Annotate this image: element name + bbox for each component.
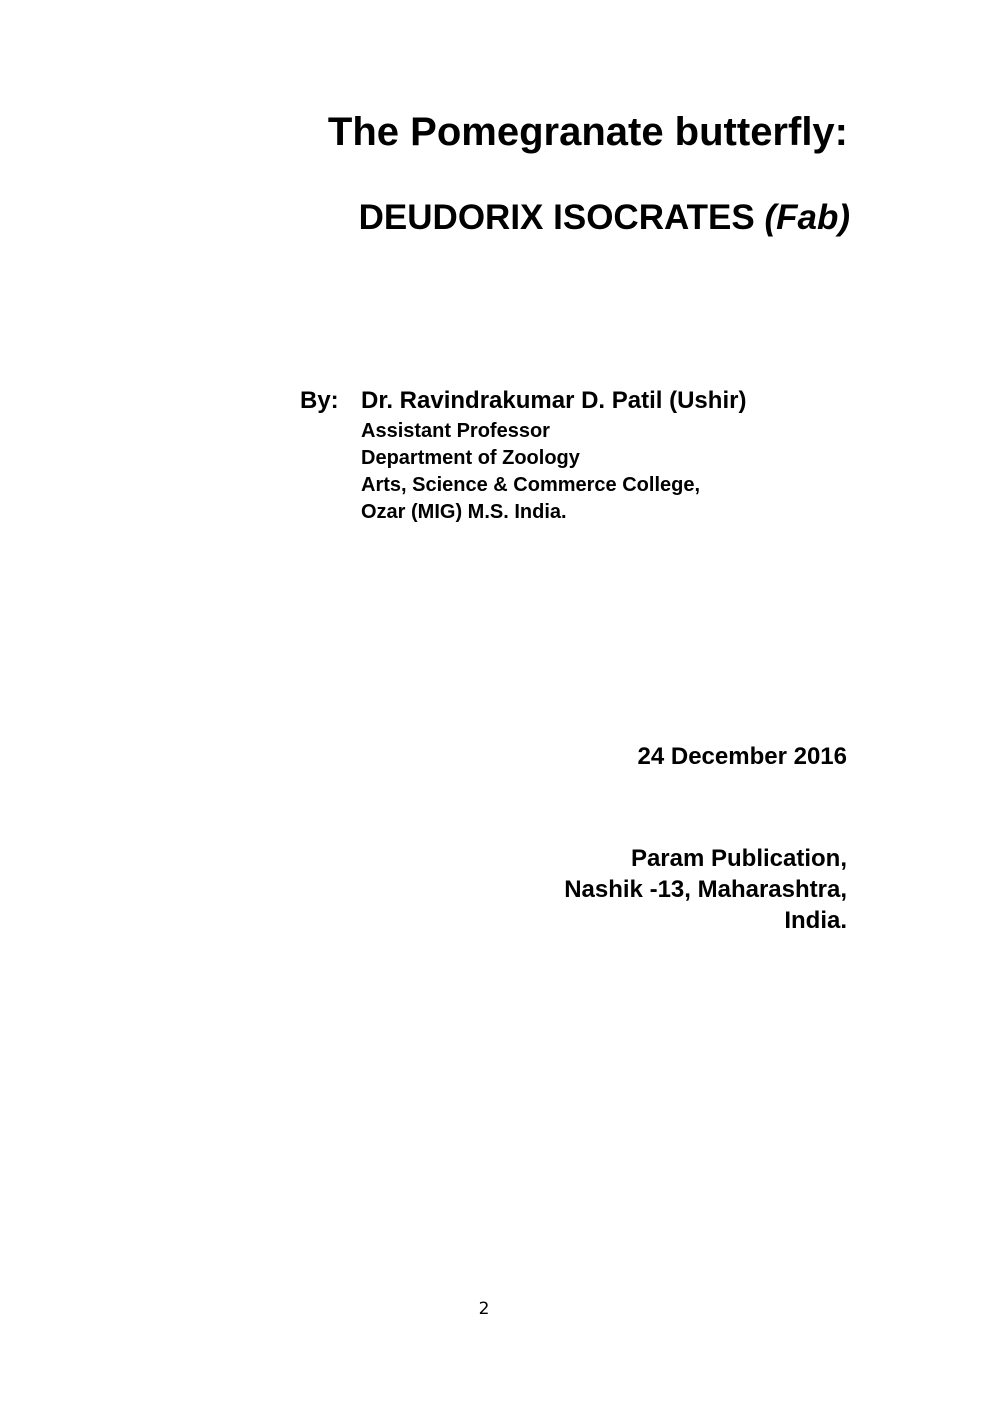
- document-title: The Pomegranate butterfly:: [327, 110, 848, 154]
- document-subtitle: [359, 196, 850, 240]
- author-name: Dr. Ravindrakumar D. Patil (Ushir): [361, 387, 747, 414]
- publication-date: 24 December 2016: [637, 743, 847, 770]
- publisher-city: Nashik -13, Maharashtra,: [564, 876, 847, 903]
- page-number: 2: [478, 1299, 490, 1319]
- author-location: Ozar (MIG) M.S. India.: [361, 501, 567, 523]
- author-department: Department of Zoology: [361, 447, 580, 469]
- species-name: DEUDORIX ISOCRATES: [358, 198, 755, 237]
- author-position: Assistant Professor: [361, 420, 550, 442]
- byline-label: By:: [300, 387, 339, 414]
- species-authority: (Fab): [764, 198, 850, 237]
- publisher-name: Param Publication,: [630, 845, 847, 872]
- author-college: Arts, Science & Commerce College,: [361, 474, 701, 496]
- publisher-country: India.: [784, 907, 847, 934]
